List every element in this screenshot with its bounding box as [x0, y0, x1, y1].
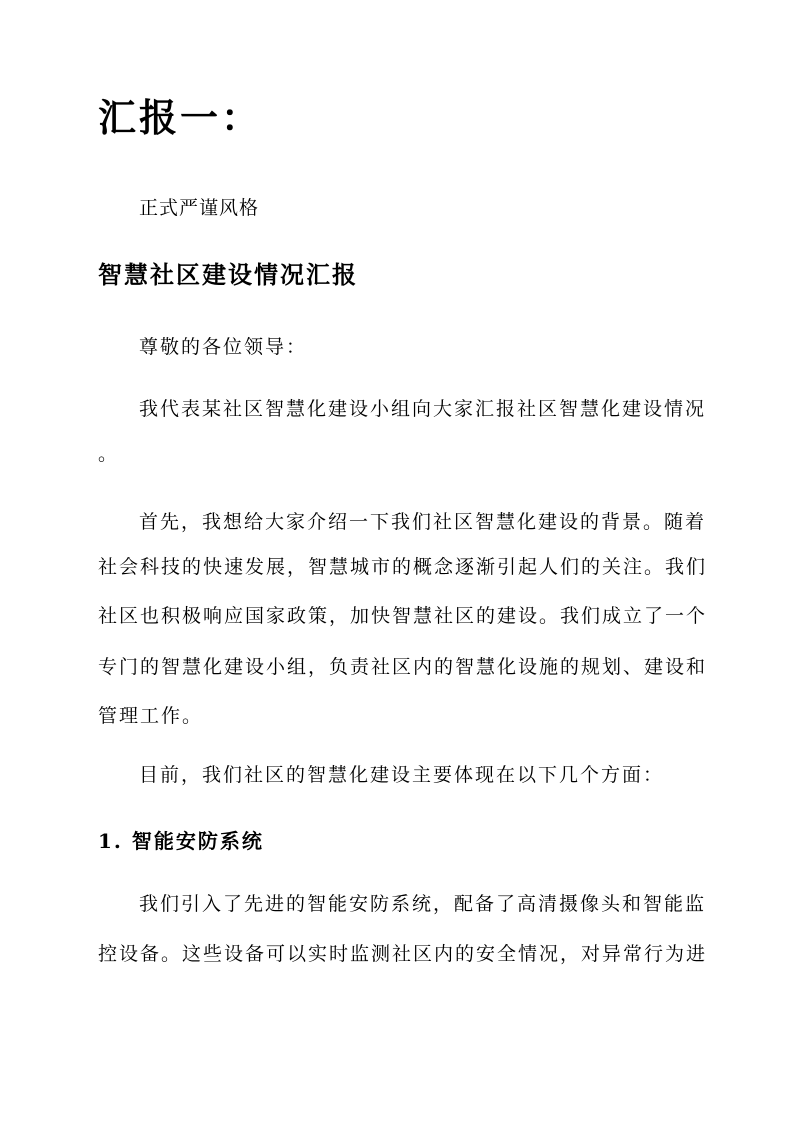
background-line-1: 首先，我想给大家介绍一下我们社区智慧化建设的背景。随着	[139, 511, 707, 533]
style-label: 正式严谨风格	[139, 197, 260, 219]
background-line-3: 社区也积极响应国家政策，加快智慧社区的建设。我们成立了一个	[98, 605, 708, 627]
intro-line-1: 我代表某社区智慧化建设小组向大家汇报社区智慧化建设情况	[139, 398, 707, 420]
doc-title: 智慧社区建设情况汇报	[98, 260, 358, 289]
section-1-line-1: 我们引入了先进的智能安防系统，配备了高清摄像头和智能监	[139, 893, 707, 915]
report-heading: 汇报一：	[98, 95, 263, 140]
intro-line-2: 。	[98, 443, 120, 465]
current-paragraph: 目前，我们社区的智慧化建设主要体现在以下几个方面：	[139, 764, 665, 786]
salutation: 尊敬的各位领导：	[139, 336, 308, 358]
background-line-2: 社会科技的快速发展，智慧城市的概念逐渐引起人们的关注。我们	[98, 556, 708, 578]
section-1-line-2: 控设备。这些设备可以实时监测社区内的安全情况，对异常行为进	[98, 943, 708, 965]
background-line-5: 管理工作。	[98, 705, 204, 727]
background-line-4: 专门的智慧化建设小组，负责社区内的智慧化设施的规划、建设和	[98, 656, 708, 678]
section-1-heading: 1. 智能安防系统	[98, 829, 264, 853]
